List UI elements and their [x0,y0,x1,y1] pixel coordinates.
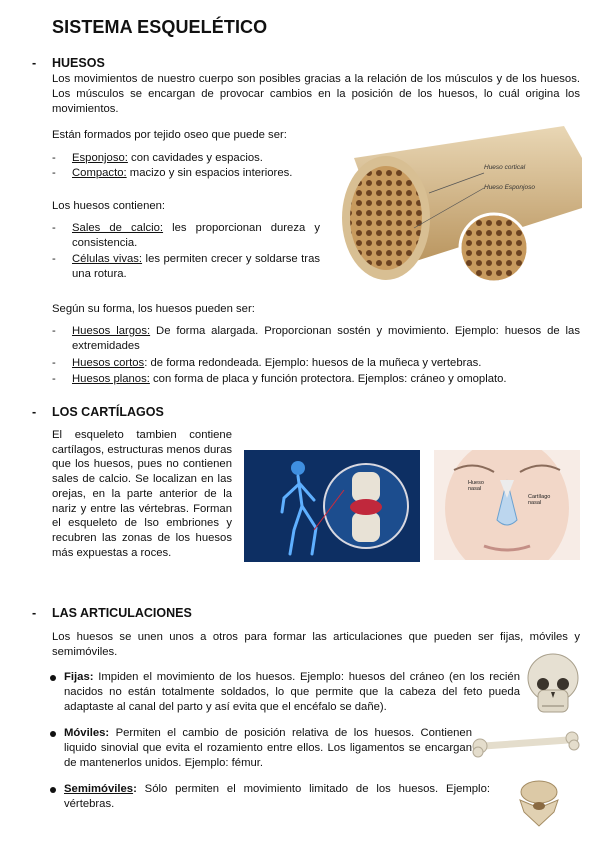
list-item: - Compacto: macizo y sin espacios interiores. [52,167,293,179]
list-item: Semimóviles: Sólo permiten el movimiento limitado de los huesos. Ejemplo: vértebras. [50,782,490,814]
list-item: - Huesos largos: De forma alargada. Proporcionan sostén y movimiento. Ejemplo: huesos de las extremidades [52,325,580,352]
contienen-intro: Los huesos contienen: [52,200,166,212]
list-item: - Sales de calcio: les proporcionan dureza y consistencia. [52,222,320,249]
list-item: - Huesos cortos: de forma redondeada. Ejemplo: huesos de la muñeca y vertebras. [52,357,482,369]
bone-cross-section-image [334,118,582,290]
bone-label-esponjoso: Hueso Esponjoso [484,184,535,191]
cartilagos-text: El esqueleto tambien contiene cartílagos, estructuras menos duras que los huesos, pues no contienen sales de calcio. Se localizan en las orejas, en la parte anterior de la nariz y entre las vértebras. Forman el esqueleto de lso embriones y recubren las zonas de los huesos más expuestas a roces. [52,429,232,559]
knee-xray-image [244,450,420,562]
huesos-intro: Los movimientos de nuestro cuerpo son posibles gracias a la relación de los músculos y de los huesos. Los músculos se encargan de provocar cambios en la posición de los huesos, lo cuál origina los movimientos. [52,73,580,115]
list-item: - Células vivas: les permiten crecer y soldarse tras una rotura. [52,253,320,280]
tejido-intro: Están formados por tejido oseo que puede ser: [52,129,287,141]
list-item: Móviles: Permiten el cambio de posición relativa de los huesos. Contienen liquido sinovial que evita el rozamiento entre ellos. Los ligamentos se encargan de mantenerlos unidos. Ejemplo: fémur. [50,726,472,774]
femur-image [470,730,582,758]
section-heading-articulaciones: - LAS ARTICULACIONES [32,606,192,620]
section-heading-cartilagos: - LOS CARTÍLAGOS [32,405,164,419]
nose-cartilage-image [434,450,580,560]
nose-label-hueso: Hueso nasal [468,480,484,492]
page-title: SISTEMA ESQUELÉTICO [52,17,268,37]
section-heading-huesos: - HUESOS [32,56,105,70]
vertebra-image [510,778,568,830]
bone-label-cortical: Hueso cortical [484,164,526,171]
nose-label-cartilago: Cartílago nasal [528,494,551,506]
articulaciones-intro: Los huesos se unen unos a otros para formar las articulaciones que pueden ser fijas, móviles y semimóviles. [52,631,580,658]
skull-image [524,652,582,718]
list-item: - Huesos planos: con forma de placa y función protectora. Ejemplos: cráneo y omoplato. [52,373,507,385]
list-item: Fijas: Impiden el movimiento de los huesos. Ejemplo: huesos del cráneo (en los recién nacidos no están totalmente soldados, lo que permite que la cabeza del feto pueda adaptaste al canal del parto y así evita que el encéfalo se dañe). [50,670,520,718]
forma-intro: Según su forma, los huesos pueden ser: [52,303,255,315]
list-item: - Esponjoso: con cavidades y espacios. [52,152,263,164]
